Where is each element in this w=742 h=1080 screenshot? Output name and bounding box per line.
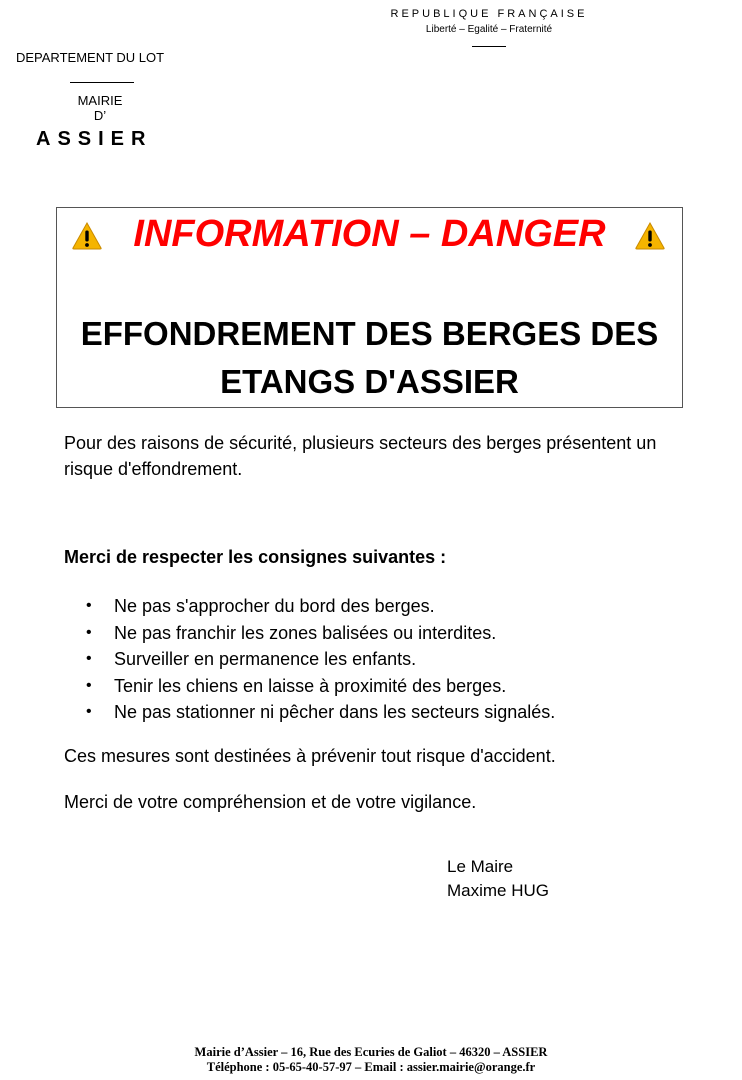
town-name: ASSIER — [36, 128, 153, 150]
rule-text: Surveiller en permanence les enfants. — [114, 649, 417, 669]
mairie-label: MAIRIE — [77, 93, 123, 108]
list-item — [64, 620, 684, 647]
rules-list — [64, 593, 684, 726]
headline-line: EFFONDREMENT DES BERGES DES — [80, 315, 659, 352]
signature-role: Le Maire — [447, 857, 514, 876]
rule-text: Ne pas franchir les zones balisées ou interdites. — [114, 622, 497, 643]
bullet-icon: • — [86, 650, 92, 667]
list-item — [64, 673, 684, 700]
danger-title: INFORMATION – DANGER — [133, 213, 606, 255]
republic-motto: Liberté – Egalité – Fraternité — [425, 24, 553, 35]
footer-contact: Téléphone : 05-65-40-57-97 – Email : assier.mairie@orange.fr — [206, 1060, 536, 1074]
bullet-icon: • — [86, 623, 92, 641]
instructions-heading: Merci de respecter les consignes suivantes : — [64, 547, 447, 567]
list-item — [64, 699, 684, 726]
signature-name: Maxime HUG — [447, 881, 550, 900]
divider — [472, 46, 506, 47]
list-item — [64, 593, 684, 620]
mairie-of-label: D’ — [93, 108, 107, 123]
republique-francaise-heading: REPUBLIQUE FRANÇAISE — [390, 8, 588, 20]
bullet-icon: • — [86, 597, 92, 614]
headline-line: ETANGS D'ASSIER — [220, 363, 519, 400]
rule-text: Tenir les chiens en laisse à proximité des berges. — [114, 675, 507, 696]
rule-text: Ne pas s'approcher du bord des berges. — [114, 596, 435, 616]
department-label: DEPARTEMENT DU LOT — [16, 50, 165, 65]
warning-triangle-icon — [635, 222, 665, 250]
notice-headline — [56, 310, 683, 406]
footer-address: Mairie d’Assier – 16, Rue des Ecuries de Galiot – 46320 – ASSIER — [194, 1045, 548, 1059]
rule-text: Ne pas stationner ni pêcher dans les secteurs signalés. — [114, 702, 556, 722]
divider — [70, 82, 134, 83]
bullet-icon: • — [86, 676, 92, 694]
bullet-icon: • — [86, 703, 92, 720]
intro-paragraph: Pour des raisons de sécurité, plusieurs secteurs des berges présentent un risque d'effondrement. — [64, 433, 657, 479]
list-item — [64, 646, 684, 673]
thanks-paragraph: Merci de votre compréhension et de votre vigilance. — [64, 792, 477, 812]
measures-paragraph: Ces mesures sont destinées à prévenir tout risque d'accident. — [64, 746, 556, 766]
